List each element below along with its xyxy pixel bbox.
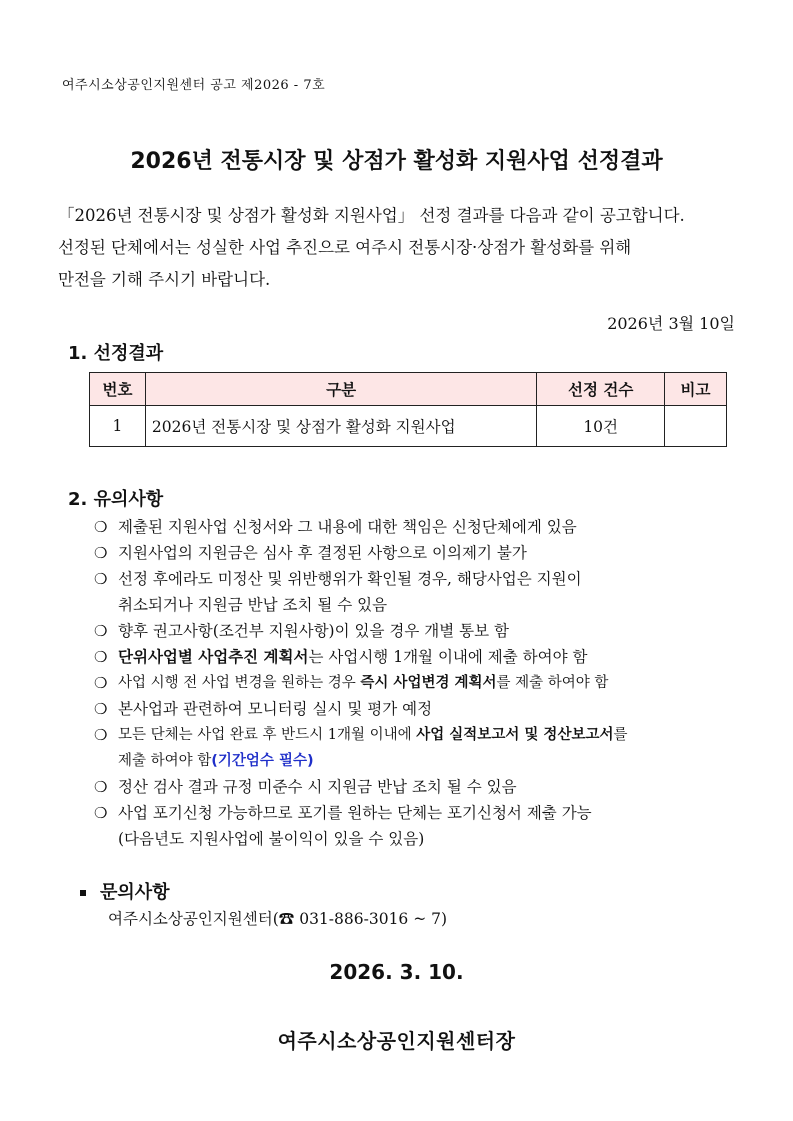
- circle-bullet-icon: ❍: [94, 726, 108, 744]
- column-header-category: 구분: [145, 373, 536, 406]
- circle-bullet-icon: ❍: [94, 518, 108, 536]
- circle-bullet-icon: ❍: [94, 804, 108, 822]
- signer: 여주시소상공인지원센터장: [277, 1029, 516, 1053]
- deadline-emphasis: (기간엄수 필수): [211, 753, 314, 769]
- list-item: ❍ 본사업과 관련하여 모니터링 실시 및 평가 예정: [94, 696, 744, 722]
- circle-bullet-icon: ❍: [94, 674, 108, 692]
- contact-phone: 031-886-3016 ~ 7): [294, 910, 448, 928]
- list-item: ❍ 단위사업별 사업추진 계획서는 사업시행 1개월 이내에 제출 하여야 함: [94, 644, 744, 670]
- column-header-no: 번호: [90, 373, 146, 406]
- contact-info: [108, 907, 447, 929]
- square-bullet-icon: [80, 890, 86, 896]
- notice-number: 여주시소상공인지원센터 공고 제2026 - 7호: [62, 78, 326, 93]
- list-item: ❍ 사업 시행 전 사업 변경을 원하는 경우 즉시 사업변경 계획서를 제출 하여야 함: [94, 670, 744, 696]
- list-item: ❍ 선정 후에라도 미정산 및 위반행위가 확인될 경우, 해당사업은 지원이 취소되거나 지원금 반납 조치 될 수 있음: [94, 566, 744, 618]
- phone-icon: ☎: [278, 910, 295, 928]
- intro-line-2: 선정된 단체에서는 성실한 사업 추진으로 여주시 전통시장·상점가 활성화를 위해: [58, 238, 632, 257]
- section-1-heading: 1. 선정결과: [68, 343, 164, 364]
- notice-items-list: [94, 514, 744, 852]
- list-item: ❍ 지원사업의 지원금은 심사 후 결정된 사항으로 이의제기 불가: [94, 540, 744, 566]
- cell-count: 10건: [537, 406, 665, 447]
- circle-bullet-icon: ❍: [94, 778, 108, 796]
- intro-line-1: 「2026년 전통시장 및 상점가 활성화 지원사업」 선정 결과를 다음과 같이 공고합니다.: [58, 206, 685, 225]
- column-header-count: 선정 건수: [537, 373, 665, 406]
- emphasis-text: 즉시 사업변경 계획서: [360, 675, 497, 691]
- list-item: ❍ 정산 검사 결과 규정 미준수 시 지원금 반납 조치 될 수 있음: [94, 774, 744, 800]
- circle-bullet-icon: ❍: [94, 544, 108, 562]
- cell-no: 1: [90, 406, 146, 447]
- circle-bullet-icon: ❍: [94, 700, 108, 718]
- section-2-heading: 2. 유의사항: [68, 489, 164, 510]
- selection-result-table: [89, 372, 727, 447]
- cell-category: 2026년 전통시장 및 상점가 활성화 지원사업: [145, 406, 536, 447]
- footer-date: 2026. 3. 10.: [329, 960, 464, 984]
- section-3-heading: 문의사항: [100, 882, 170, 903]
- cell-note: [665, 406, 727, 447]
- table-header-row: [90, 373, 727, 406]
- list-item: ❍ 사업 포기신청 가능하므로 포기를 원하는 단체는 포기신청서 제출 가능 (다음년도 지원사업에 불이익이 있을 수 있음): [94, 800, 744, 852]
- circle-bullet-icon: ❍: [94, 622, 108, 640]
- column-header-note: 비고: [665, 373, 727, 406]
- emphasis-text: 사업 실적보고서 및 정산보고서: [416, 727, 614, 743]
- list-item: ❍ 향후 권고사항(조건부 지원사항)이 있을 경우 개별 통보 함: [94, 618, 744, 644]
- table-row: [90, 406, 727, 447]
- contact-name: 여주시소상공인지원센터(: [108, 910, 279, 928]
- intro-paragraph: [58, 200, 738, 296]
- list-item: ❍ 제출된 지원사업 신청서와 그 내용에 대한 책임은 신청단체에게 있음: [94, 514, 744, 540]
- notice-date: 2026년 3월 10일: [607, 314, 735, 333]
- document-title: 2026년 전통시장 및 상점가 활성화 지원사업 선정결과: [130, 149, 663, 174]
- circle-bullet-icon: ❍: [94, 648, 108, 666]
- list-item: ❍ 모든 단체는 사업 완료 후 반드시 1개월 이내에 사업 실적보고서 및 정산보고서를 제출 하여야 함(기간엄수 필수): [94, 722, 744, 774]
- circle-bullet-icon: ❍: [94, 570, 108, 588]
- intro-line-3: 만전을 기해 주시기 바랍니다.: [58, 270, 271, 289]
- emphasis-text: 단위사업별 사업추진 계획서: [118, 648, 309, 666]
